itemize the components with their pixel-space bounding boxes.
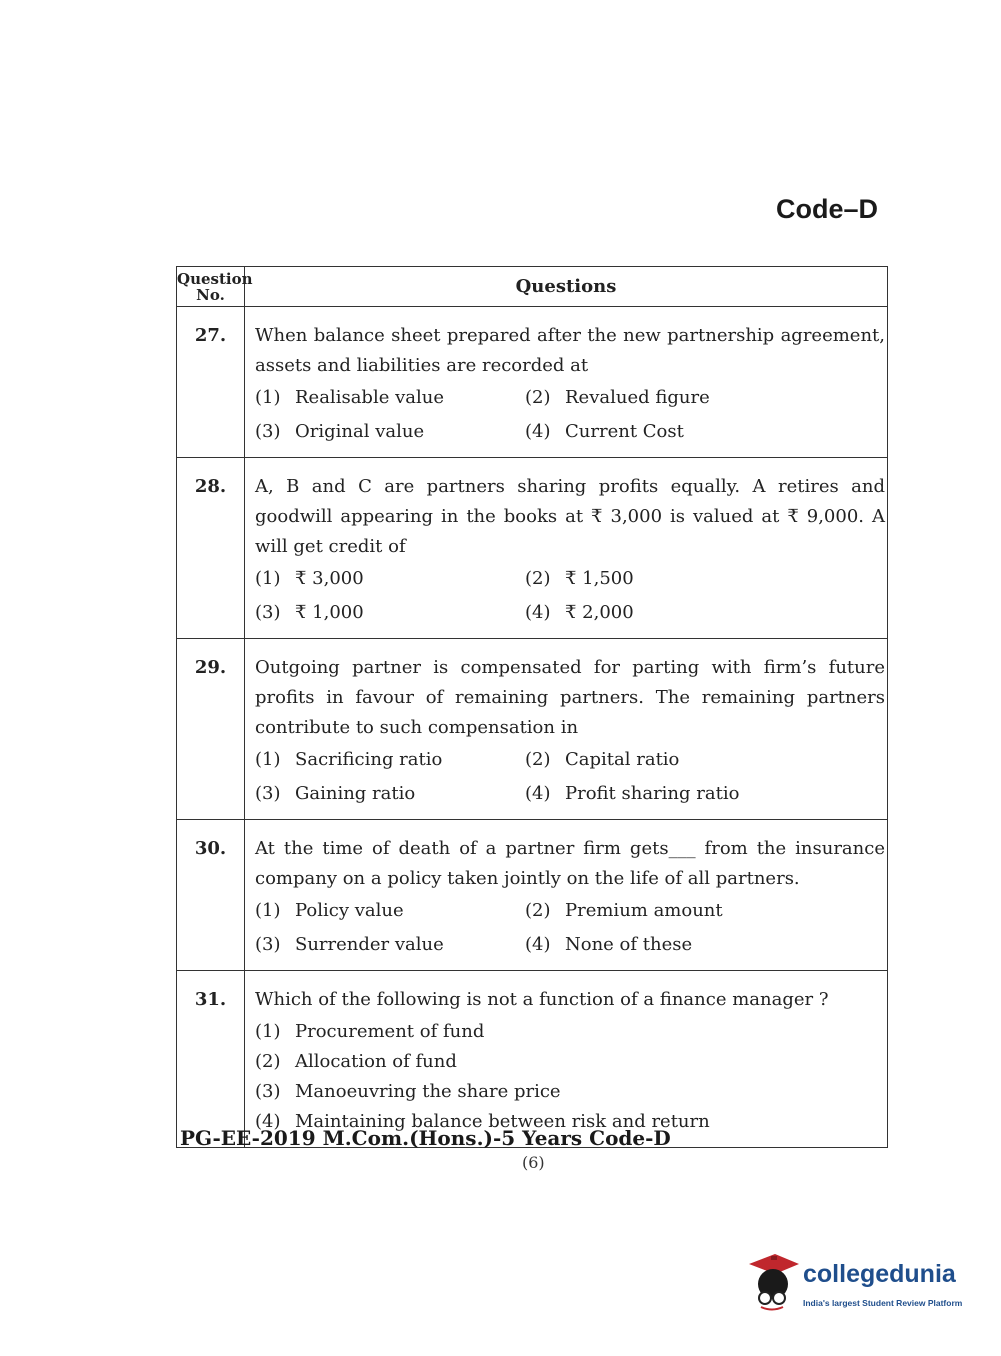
option-item (255, 745, 525, 775)
options-list (255, 745, 885, 809)
footer-code: PG-EE-2019 M.Com.(Hons.)-5 Years Code-D (180, 1126, 671, 1150)
options-list (255, 896, 885, 960)
mascot-icon (745, 1250, 801, 1312)
option-number: (2) (525, 900, 551, 921)
paper-code: Code–D (776, 194, 879, 224)
option-item (255, 1017, 885, 1047)
option-number: (1) (255, 749, 281, 770)
question-stem: Outgoing partner is compensated for parting with firm’s future profits in favour of remaining partners. The remaining partners contribute to such compensation in (255, 657, 885, 738)
col-header-questions: Questions (245, 267, 888, 307)
option-item (255, 1077, 885, 1107)
logo-tagline: India's largest Student Review Platform (803, 1298, 963, 1308)
option-number: (3) (255, 421, 281, 442)
question-cell (245, 639, 888, 820)
option-item (525, 383, 885, 413)
question-number: 27. (177, 307, 245, 458)
option-number: (1) (255, 1021, 281, 1042)
options-list (255, 383, 885, 447)
option-item (255, 598, 525, 628)
logo-wordmark: collegedunia (803, 1260, 956, 1288)
option-item (525, 745, 885, 775)
option-number: (1) (255, 900, 281, 921)
option-text: Procurement of fund (295, 1021, 485, 1042)
option-number: (1) (255, 568, 281, 589)
option-text: Profit sharing ratio (565, 783, 740, 804)
question-row (177, 971, 888, 1148)
option-item (525, 779, 885, 809)
option-item (255, 930, 525, 960)
question-number: 30. (177, 820, 245, 971)
option-text: ₹ 1,000 (295, 602, 364, 623)
question-stem: At the time of death of a partner firm gets___ from the insurance company on a policy taken jointly on the life of all partners. (255, 838, 885, 889)
option-text: Current Cost (565, 421, 684, 442)
option-number: (3) (255, 934, 281, 955)
question-number: 31. (177, 971, 245, 1148)
option-item (525, 930, 885, 960)
option-text: Surrender value (295, 934, 444, 955)
option-text: Revalued figure (565, 387, 710, 408)
option-text: Allocation of fund (295, 1051, 457, 1072)
option-number: (4) (525, 934, 551, 955)
question-stem: A, B and C are partners sharing profits equally. A retires and goodwill appearing in the books at ₹ 3,000 is valued at ₹ 9,000. A will get credit of (255, 476, 885, 557)
option-item (255, 896, 525, 926)
option-number: (4) (255, 1111, 281, 1132)
question-number: 28. (177, 458, 245, 639)
collegedunia-logo (745, 1250, 970, 1312)
option-item (525, 896, 885, 926)
table-header-row (177, 267, 888, 307)
option-number: (4) (525, 783, 551, 804)
option-item (255, 417, 525, 447)
option-number: (1) (255, 387, 281, 408)
question-cell (245, 971, 888, 1148)
questions-table (176, 266, 888, 1148)
question-row (177, 307, 888, 458)
col-header-question-no: Question No. (177, 267, 245, 307)
option-text: ₹ 2,000 (565, 602, 634, 623)
option-number: (2) (255, 1051, 281, 1072)
option-text: ₹ 3,000 (295, 568, 364, 589)
option-text: Maintaining balance between risk and return (295, 1111, 710, 1132)
option-item (255, 1047, 885, 1077)
option-number: (4) (525, 602, 551, 623)
option-number: (3) (255, 783, 281, 804)
question-row (177, 639, 888, 820)
question-row (177, 820, 888, 971)
option-text: Manoeuvring the share price (295, 1081, 561, 1102)
option-number: (3) (255, 602, 281, 623)
option-number: (2) (525, 749, 551, 770)
option-item (525, 564, 885, 594)
option-text: Policy value (295, 900, 404, 921)
option-number: (4) (525, 421, 551, 442)
option-item (525, 417, 885, 447)
option-text: Realisable value (295, 387, 444, 408)
option-number: (2) (525, 387, 551, 408)
option-text: Gaining ratio (295, 783, 416, 804)
option-item (255, 564, 525, 594)
question-cell (245, 820, 888, 971)
options-list (255, 1017, 885, 1137)
option-text: Capital ratio (565, 749, 680, 770)
question-stem: When balance sheet prepared after the new partnership agreement, assets and liabilities are recorded at (255, 325, 885, 376)
option-number: (2) (525, 568, 551, 589)
option-text: Original value (295, 421, 425, 442)
options-list (255, 564, 885, 628)
question-row (177, 458, 888, 639)
option-number: (3) (255, 1081, 281, 1102)
page-number: (6) (522, 1153, 545, 1172)
option-text: Premium amount (565, 900, 723, 921)
question-cell (245, 458, 888, 639)
option-text: None of these (565, 934, 693, 955)
option-item (255, 779, 525, 809)
option-item (525, 598, 885, 628)
question-number: 29. (177, 639, 245, 820)
option-text: ₹ 1,500 (565, 568, 634, 589)
option-item (255, 383, 525, 413)
question-stem: Which of the following is not a function of a finance manager ? (255, 989, 829, 1010)
option-text: Sacrificing ratio (295, 749, 443, 770)
question-cell (245, 307, 888, 458)
